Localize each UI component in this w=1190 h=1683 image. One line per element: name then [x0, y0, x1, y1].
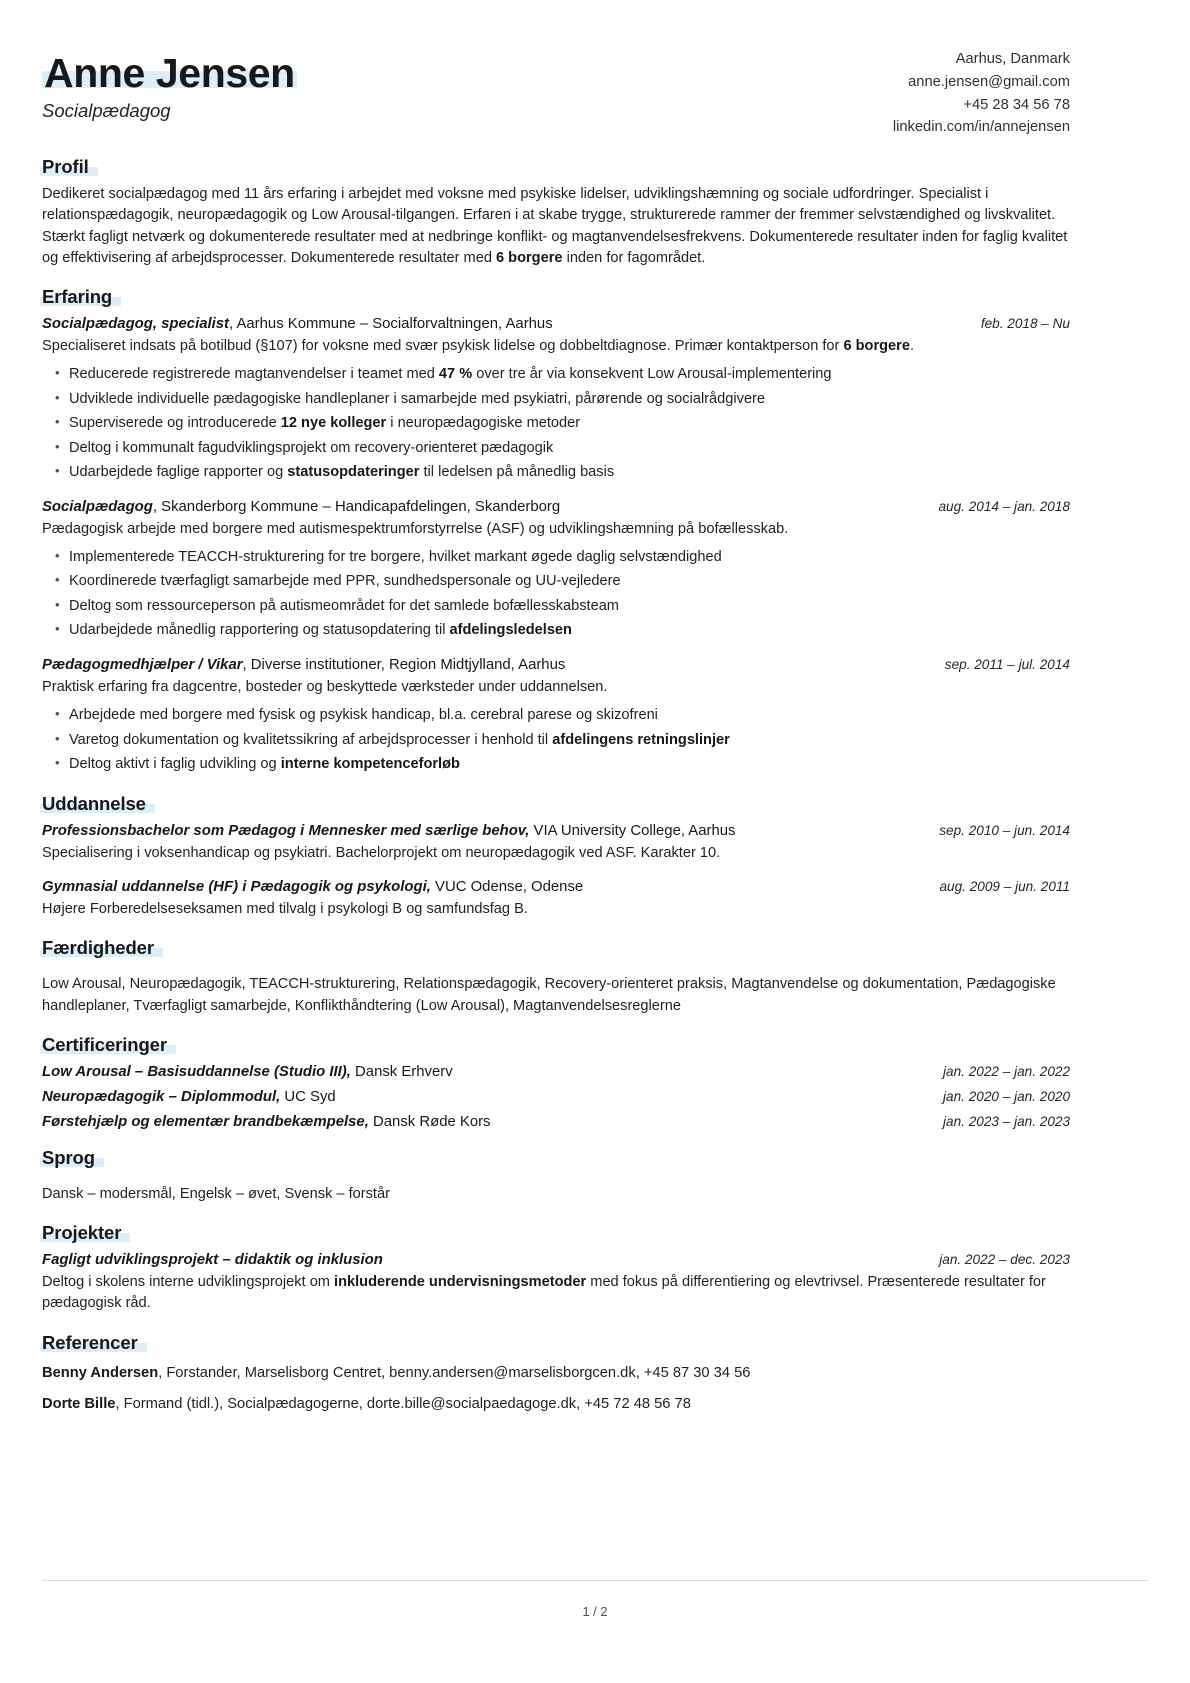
section-projects: [42, 1222, 1070, 1314]
profile-text: Dedikeret socialpædagog med 11 års erfaring i arbejdet med voksne med psykiske lidelser, udviklingshæmning og sociale udfordringer. Specialist i relationspædagogik, neuropædagogik og Low Arousal-tilgangen. Erfaren i at skabe trygge, strukturerede rammer der fremmer selvstændighed og livskvalitet. Stærkt fagligt netværk og dokumenterede resultater med at nedbringe konflikt- og magtanvendelsesfrekvens. Dokumenterede resultater inden for faglig kvalitet og effektivisering af arbejdsprocesser. Dokumenterede resultater med 6 borgere inden for fagområdet.: [42, 186, 1068, 267]
references-list: [42, 1362, 1070, 1415]
section-title-profile: Profil: [42, 156, 89, 178]
entry-role: Socialpædagog: [42, 498, 153, 515]
entry-bullet: • Reducerede registrerede magtanvendelser i teamet med 47 % over tre år via konsekvent Low Arousal-implementering: [42, 364, 1070, 386]
entry-title: [42, 497, 920, 518]
project-entry: [42, 1250, 1070, 1314]
entry-bullet: • Superviserede og introducerede 12 nye kolleger i neuropædagogiske metoder: [42, 413, 1070, 435]
entry-date: aug. 2009 – jun. 2011: [939, 879, 1070, 895]
candidate-name-wrap: [42, 52, 297, 95]
entry-summary: Praktisk erfaring fra dagcentre, bosteder og beskyttede værksteder under uddannelsen.: [42, 679, 608, 695]
entry-bullet: • Arbejdede med borgere med fysisk og psykisk handicap, bl.a. cerebral parese og skizofreni: [42, 705, 1070, 727]
entry-bullet: • Deltog aktivt i faglig udvikling og interne kompetenceforløb: [42, 754, 1070, 776]
entry-bullet-list: [42, 547, 1070, 642]
entry-title: [42, 1250, 921, 1271]
emphasis-text: statusopdateringer: [287, 464, 420, 481]
section-skills: [42, 937, 1070, 1017]
project-description: Deltog i skolens interne udviklingsprojekt om inkluderende undervisningsmetoder med fokus på differentiering og elevtrivsel. Præsenterede resultater for pædagogisk råd.: [42, 1274, 1046, 1312]
certification-entry: [42, 1064, 1070, 1080]
certification-name: [42, 1089, 336, 1105]
entry-bullet: • Implementerede TEACCH-strukturering for tre borgere, hvilket markant øgede daglig selvstændighed: [42, 547, 1070, 569]
section-references: [42, 1332, 1070, 1415]
entry-role: Pædagogmedhjælper / Vikar: [42, 657, 243, 674]
entry-date: aug. 2014 – jan. 2018: [938, 498, 1070, 514]
candidate-job-title: Socialpædagog: [42, 100, 171, 122]
section-title-experience: Erfaring: [42, 286, 113, 308]
certification-date: jan. 2020 – jan. 2020: [943, 1088, 1070, 1104]
entry-organization: , Diverse institutioner, Region Midtjylland, Aarhus: [242, 657, 566, 674]
entry-summary: Pædagogisk arbejde med borgere med autismespektrumforstyrrelse (ASF) og udviklingshæmning på bofællesskab.: [42, 520, 789, 537]
entry-header: [42, 314, 1070, 335]
entry-title: [42, 877, 921, 898]
entry-summary: Specialisering i voksenhandicap og psykiatri. Bachelorprojekt om neuropædagogik ved ASF. Karakter 10.: [42, 844, 721, 861]
emphasis-text: 12 nye kolleger: [280, 415, 387, 432]
reference-entry: [42, 1362, 1070, 1384]
projects-list: [42, 1250, 1070, 1314]
emphasis-text: interne kompetenceforløb: [280, 756, 460, 773]
entry-header: [42, 1250, 1070, 1271]
entry-date: sep. 2010 – jun. 2014: [939, 822, 1070, 838]
entry-role: Socialpædagog, specialist: [42, 316, 230, 333]
experience-entry: [42, 314, 1070, 484]
emphasis-text: afdelingsledelsen: [449, 622, 572, 639]
section-profile: [42, 156, 1070, 269]
emphasis-text: inkluderende undervisningsmetoder: [334, 1274, 587, 1291]
section-title-skills: Færdigheder: [42, 937, 154, 959]
emphasis-text: 6 borgere: [843, 338, 910, 355]
entry-bullet: • Varetog dokumentation og kvalitetssikring af arbejdsprocesser i henhold til afdelingens retningslinjer: [42, 730, 1070, 752]
entry-bullet-list: [42, 364, 1070, 483]
certification-title: Neuropædagogik – Diplommodul,: [42, 1088, 281, 1105]
emphasis-text: 6 borgere: [496, 250, 563, 267]
reference-name: Dorte Bille: [42, 1395, 116, 1412]
reference-details: , Formand (tidl.), Socialpædagogerne, dorte.bille@socialpaedagoge.dk, +45 72 48 56 78: [115, 1395, 691, 1412]
institution-name: VIA University College, Aarhus: [529, 822, 736, 839]
certification-title: Førstehjælp og elementær brandbekæmpelse,: [42, 1113, 369, 1130]
institution-name: VUC Odense, Odense: [430, 879, 584, 896]
certification-issuer: Dansk Røde Kors: [368, 1113, 491, 1130]
contact-location: Aarhus, Danmark: [955, 51, 1070, 67]
entry-header: [42, 655, 1070, 676]
certification-issuer: Dansk Erhverv: [350, 1063, 453, 1080]
footer-page-indicator: 1 / 2: [582, 1604, 608, 1619]
entry-title: [42, 655, 927, 676]
entry-bullet: • Udarbejdede månedlig rapportering og statusopdatering til afdelingsledelsen: [42, 620, 1070, 642]
experience-entry: [42, 497, 1070, 642]
section-title-education: Uddannelse: [42, 792, 146, 814]
degree-name: Professionsbachelor som Pædagog i Mennesker med særlige behov,: [42, 822, 530, 839]
entry-bullet: • Koordinerede tværfagligt samarbejde med PPR, sundhedspersonale og UU-vejledere: [42, 571, 1070, 593]
emphasis-text: afdelingens retningslinjer: [552, 731, 730, 748]
section-title-languages: Sprog: [42, 1146, 95, 1168]
education-list: [42, 821, 1070, 920]
entry-bullet: • Deltog som ressourceperson på autismeområdet for det samlede bofællesskabsteam: [42, 596, 1070, 618]
certification-name: [42, 1064, 453, 1080]
reference-details: , Forstander, Marselisborg Centret, benny.andersen@marselisborgcen.dk, +45 87 30 34 56: [158, 1364, 751, 1381]
entry-organization: , Skanderborg Kommune – Handicapafdelingen, Skanderborg: [152, 498, 561, 515]
entry-title: [42, 821, 921, 842]
section-title-projects: Projekter: [42, 1222, 122, 1244]
section-certifications: [42, 1034, 1070, 1130]
reference-name: Benny Andersen: [42, 1364, 159, 1381]
entry-title: [42, 314, 963, 335]
reference-entry: [42, 1393, 1070, 1415]
section-experience: [42, 286, 1070, 776]
certifications-list: [42, 1064, 1070, 1130]
skills-text: Low Arousal, Neuropædagogik, TEACCH-strukturering, Relationspædagogik, Recovery-orienteret praksis, Magtanvendelse og dokumentation, Pædagogiske handleplaner, Tværfagligt samarbejde, Konflikthåndtering (Low Arousal), Magtanvendelsesreglerne: [42, 976, 1056, 1014]
education-entry: [42, 821, 1070, 864]
header-identity: [42, 44, 297, 122]
certification-entry: [42, 1114, 1070, 1130]
entry-summary: Specialiseret indsats på botilbud (§107) for voksne med svær psykisk lidelse og dobbeltdiagnose. Primær kontaktperson for 6 borgere.: [42, 338, 915, 355]
certification-date: jan. 2022 – jan. 2022: [943, 1063, 1070, 1079]
footer-divider: [42, 1580, 1148, 1581]
entry-header: [42, 821, 1070, 842]
entry-date: feb. 2018 – Nu: [980, 316, 1070, 332]
certification-title: Low Arousal – Basisuddannelse (Studio III),: [42, 1063, 351, 1080]
candidate-name: Anne Jensen: [44, 50, 295, 96]
certification-date: jan. 2023 – jan. 2023: [943, 1113, 1070, 1129]
certification-issuer: UC Syd: [280, 1088, 336, 1105]
entry-bullet: • Udviklede individuelle pædagogiske handleplaner i samarbejde med psykiatri, pårørende og socialrådgivere: [42, 389, 1070, 411]
entry-date: sep. 2011 – jul. 2014: [944, 657, 1070, 673]
certification-name: [42, 1114, 491, 1130]
emphasis-text: 47 %: [438, 366, 473, 383]
section-education: [42, 793, 1070, 920]
entry-bullet: • Udarbejdede faglige rapporter og statusopdateringer til ledelsen på månedlig basis: [42, 462, 1070, 484]
project-name: Fagligt udviklingsprojekt – didaktik og inklusion: [42, 1252, 383, 1269]
languages-text: Dansk – modersmål, Engelsk – øvet, Svensk – forstår: [42, 1185, 390, 1202]
section-languages: [42, 1147, 1070, 1205]
contact-phone[interactable]: +45 28 34 56 78: [963, 96, 1070, 113]
entry-header: [42, 877, 1070, 898]
entry-header: [42, 497, 1070, 518]
certification-entry: [42, 1089, 1070, 1105]
entry-bullet: • Deltog i kommunalt fagudviklingsprojekt om recovery-orienteret pædagogik: [42, 438, 1070, 460]
entry-summary: Højere Forberedelseseksamen med tilvalg i psykologi B og samfundsfag B.: [42, 900, 528, 917]
education-entry: [42, 877, 1070, 920]
degree-name: Gymnasial uddannelse (HF) i Pædagogik og psykologi,: [42, 879, 431, 896]
contact-linkedin[interactable]: linkedin.com/in/annejensen: [892, 119, 1070, 136]
project-date: jan. 2022 – dec. 2023: [939, 1252, 1070, 1268]
entry-organization: , Aarhus Kommune – Socialforvaltningen, Aarhus: [229, 316, 553, 333]
experience-list: [42, 314, 1070, 776]
contact-block: [893, 44, 1070, 139]
experience-entry: [42, 655, 1070, 776]
section-title-certifications: Certificeringer: [42, 1033, 167, 1055]
section-title-references: Referencer: [42, 1331, 138, 1353]
entry-bullet-list: [42, 705, 1070, 776]
cv-header: [42, 44, 1070, 139]
contact-email[interactable]: anne.jensen@gmail.com: [908, 73, 1070, 90]
